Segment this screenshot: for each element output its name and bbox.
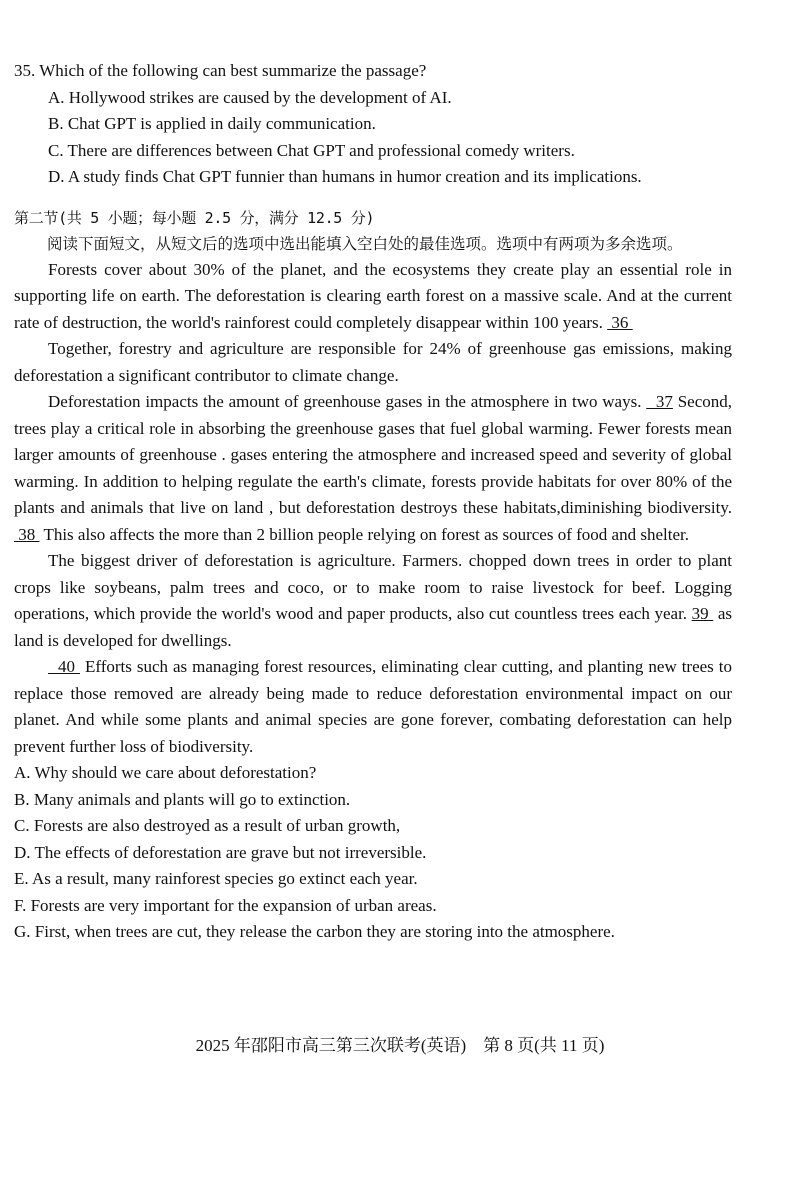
question-35-option-d: D. A study finds Chat GPT funnier than humans in humor creation and its implications. <box>48 167 642 186</box>
passage-paragraph-1 <box>14 257 732 337</box>
passage-paragraph-5 <box>14 654 732 760</box>
paragraph-4-text: The biggest driver of deforestation is agriculture. Farmers. chopped down trees in order to plant crops like soybeans, palm trees and coco, or to make room to raise livestock for beef. Logging operations, which provide the world's wood and paper products, also cut countless trees each year. <box>14 551 732 623</box>
exam-page <box>14 58 732 946</box>
paragraph-3-text-a: Deforestation impacts the amount of greenhouse gases in the atmosphere in two ways. <box>48 392 647 411</box>
choice-g: G. First, when trees are cut, they release the carbon they are storing into the atmosphere. <box>14 922 615 941</box>
blank-39: 39 <box>691 604 714 623</box>
section-instruction: 阅读下面短文，从短文后的选项中选出能填入空白处的最佳选项。选项中有两项为多余选项。 <box>47 234 683 253</box>
choice-b: B. Many animals and plants will go to extinction. <box>14 789 351 809</box>
passage-paragraph-3 <box>14 389 732 548</box>
blank-38: 38 <box>14 524 40 544</box>
choice-a: A. Why should we care about deforestation? <box>14 763 317 782</box>
blank-37: 37 <box>646 392 673 411</box>
section-heading: 第二节(共 5 小题；每小题 2.5 分，满分 12.5 分) <box>14 208 375 227</box>
blank-40: 40 <box>48 657 80 676</box>
paragraph-3-text-b: Second, trees play a critical role in absorbing the greenhouse gases that fuel global warming. Fewer forests mean larger amounts of greenhouse . gases entering the atmosphere and increased speed and severity of global warming. In addition to helping regulate the earth's climate, forests provide habitats for over 80% of the plants and animals that live on land , but deforestation destroys these habitats,diminishing biodiversity. <box>14 392 732 517</box>
paragraph-1-text: Forests cover about 30% of the planet, and the ecosystems they create play an essential role in supporting life on earth. The deforestation is clearing earth forest on a massive scale. And at the current rate of destruction, the world's rainforest could completely disappear within 100 years. <box>14 259 732 332</box>
choice-e: E. As a result, many rainforest species go extinct each year. <box>14 869 418 888</box>
choice-c: C. Forests are also destroyed as a result of urban growth, <box>14 816 401 835</box>
question-35-option-c: C. There are differences between Chat GPT and professional comedy writers. <box>48 140 575 160</box>
page-footer: 2025 年邵阳市高三第三次联考(英语) 第 8 页(共 11 页) <box>195 1036 605 1055</box>
question-35-option-b: B. Chat GPT is applied in daily communication. <box>48 114 376 133</box>
paragraph-5-text: Efforts such as managing forest resources, eliminating clear cutting, and planting new trees to replace those removed are already being made to reduce deforestation environmental impact on our planet. And while some plants and animal species are gone forever, combating deforestation can help prevent further loss of biodiversity. <box>14 657 733 756</box>
blank-36: 36 <box>607 312 633 332</box>
paragraph-4-end: as land is developed for dwellings. <box>14 604 732 650</box>
passage-paragraph-2: Together, forestry and agriculture are responsible for 24% of greenhouse gas emissions, making deforestation a significant contributor to climate change. <box>14 339 732 385</box>
choice-f: F. Forests are very important for the expansion of urban areas. <box>14 895 437 915</box>
question-35-stem: 35. Which of the following can best summarize the passage? <box>14 61 427 80</box>
question-35-option-a: A. Hollywood strikes are caused by the development of AI. <box>48 87 452 107</box>
paragraph-3-text-c: This also affects the more than 2 billion people relying on forest as sources of food and shelter. <box>39 524 689 544</box>
choice-d: D. The effects of deforestation are grave but not irreversible. <box>14 842 427 862</box>
passage-paragraph-4 <box>14 548 732 654</box>
